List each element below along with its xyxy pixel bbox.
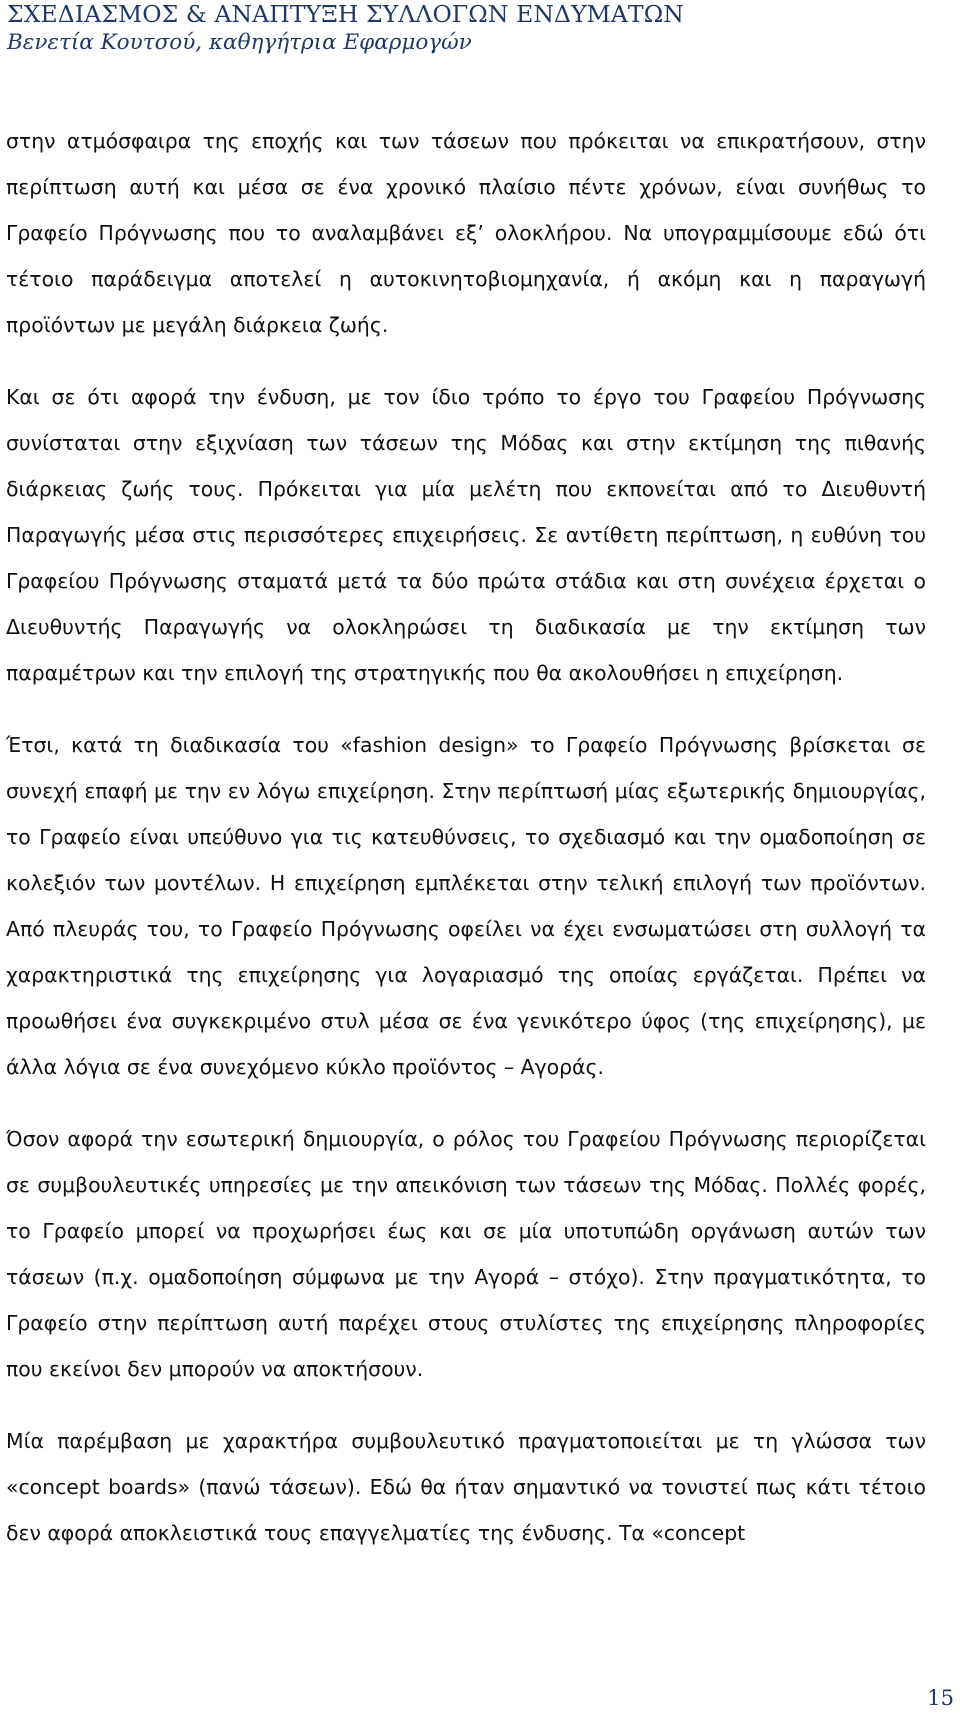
page-number: 15: [927, 1686, 954, 1710]
header-title: ΣΧΕΔΙΑΣΜΟΣ & ΑΝΑΠΤΥΞΗ ΣΥΛΛΟΓΩΝ ΕΝΔΥΜΑΤΩΝ: [7, 0, 684, 28]
paragraph: Όσον αφορά την εσωτερική δημιουργία, ο ρόλος του Γραφείου Πρόγνωσης περιορίζεται σε συμβουλευτικές υπηρεσίες με την απεικόνιση των τάσεων της Μόδας. Πολλές φορές, το Γραφείο μπορεί να προχωρήσει έως και σε μία υποτυπώδη οργάνωση αυτών των τάσεων (π.χ. ομαδοποίηση σύμφωνα με την Αγορά – στόχο). Στην πραγματικότητα, το Γραφείο στην περίπτωση αυτή παρέχει στους στυλίστες της επιχείρησης πληροφορίες που εκείνοι δεν μπορούν να αποκτήσουν.: [6, 1127, 926, 1381]
header-author: Βενετία Κουτσού, καθηγήτρια Εφαρμογών: [7, 30, 472, 55]
body-text: [6, 118, 926, 1582]
paragraph: Και σε ότι αφορά την ένδυση, με τον ίδιο τρόπο το έργο του Γραφείου Πρόγνωσης συνίσταται στην εξιχνίαση των τάσεων της Μόδας και στην εκτίμηση της πιθανής διάρκειας ζωής τους. Πρόκειται για μία μελέτη που εκπονείται από το Διευθυντή Παραγωγής μέσα στις περισσότερες επιχειρήσεις. Σε αντίθετη περίπτωση, η ευθύνη του Γραφείου Πρόγνωσης σταματά μετά τα δύο πρώτα στάδια και στη συνέχεια έρχεται ο Διευθυντής Παραγωγής να ολοκληρώσει τη διαδικασία με την εκτίμηση των παραμέτρων και την επιλογή της στρατηγικής που θα ακολουθήσει η επιχείρηση.: [6, 385, 926, 685]
page-header: [7, 0, 947, 58]
paragraph: στην ατμόσφαιρα της εποχής και των τάσεων που πρόκειται να επικρατήσουν, στην περίπτωση αυτή και μέσα σε ένα χρονικό πλαίσιο πέντε χρόνων, είναι συνήθως το Γραφείο Πρόγνωσης που το αναλαμβάνει εξ’ ολοκλήρου. Να υπογραμμίσουμε εδώ ότι τέτοιο παράδειγμα αποτελεί η αυτοκινητοβιομηχανία, ή ακόμη και η παραγωγή προϊόντων με μεγάλη διάρκεια ζωής.: [6, 129, 926, 337]
paragraph: Μία παρέμβαση με χαρακτήρα συμβουλευτικό πραγματοποιείται με τη γλώσσα των «concept boards» (πανώ τάσεων). Εδώ θα ήταν σημαντικό να τονιστεί πως κάτι τέτοιο δεν αφορά αποκλειστικά τους επαγγελματίες της ένδυσης. Τα «concept: [6, 1429, 926, 1545]
paragraph: Έτσι, κατά τη διαδικασία του «fashion design» το Γραφείο Πρόγνωσης βρίσκεται σε συνεχή επαφή με την εν λόγω επιχείρηση. Στην περίπτωσή μίας εξωτερικής δημιουργίας, το Γραφείο είναι υπεύθυνο για τις κατευθύνσεις, το σχεδιασμό και την ομαδοποίηση σε κολεξιόν των μοντέλων. Η επιχείρηση εμπλέκεται στην τελική επιλογή των προϊόντων. Από πλευράς του, το Γραφείο Πρόγνωσης οφείλει να έχει ενσωματώσει στη συλλογή τα χαρακτηριστικά της επιχείρησης για λογαριασμό της οποίας εργάζεται. Πρέπει να προωθήσει ένα συγκεκριμένο στυλ μέσα σε ένα γενικότερο ύφος (της επιχείρησης), με άλλα λόγια σε ένα συνεχόμενο κύκλο προϊόντος – Αγοράς.: [6, 733, 926, 1079]
